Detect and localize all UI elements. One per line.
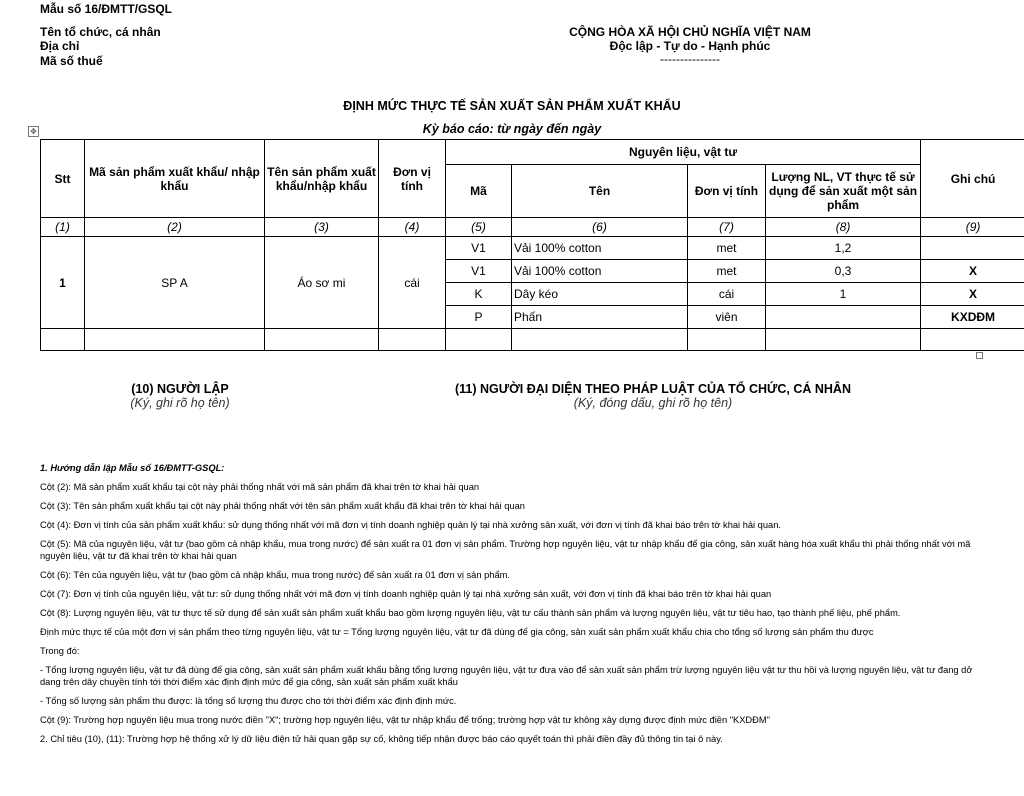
- material-unit: met: [688, 237, 766, 260]
- material-qty: 1: [766, 283, 921, 306]
- material-unit: cái: [688, 283, 766, 306]
- material-code: P: [446, 306, 512, 329]
- col-number: (7): [688, 218, 766, 237]
- col-number: (6): [512, 218, 688, 237]
- material-note: X: [921, 283, 1024, 306]
- note-bullet2: - Tổng số lượng sản phẩm thu được: là tổng số lượng thu được cho tới thời điểm xác định định mức.: [40, 696, 457, 706]
- product-name: Áo sơ mi: [265, 237, 379, 329]
- material-unit: viên: [688, 306, 766, 329]
- material-code: V1: [446, 237, 512, 260]
- note-col5: Cột (5): Mã của nguyên liệu, vật tư (bao gồm cả nhập khẩu, mua trong nước) để sản xuất ra 01 đơn vị sản phẩm. Trường hợp nguyên liệu, vật tư nhập khẩu để gia công, sản xuất hàng hóa xuất khẩu thì phải thống nhất với mã nguyên liệu, vật tư đã khai trên tờ khai hải quan: [40, 539, 971, 561]
- note-col8: Cột (8): Lượng nguyên liệu, vật tư thực tế sử dụng để sản xuất sản phẩm xuất khẩu bao gồm lượng nguyên liệu, vật tư cấu thành sản phẩm và lượng nguyên liệu, vật tư tiêu hao, tạo thành phế liệu, phế phẩm.: [40, 608, 901, 618]
- material-note: [921, 237, 1024, 260]
- product-unit: cái: [379, 237, 446, 329]
- representative-title: (11) NGƯỜI ĐẠI DIỆN THEO PHÁP LUẬT CỦA TỔ CHỨC, CÁ NHÂN: [454, 382, 851, 396]
- header-materials: Nguyên liệu, vật tư: [446, 140, 921, 165]
- product-stt: 1: [41, 237, 85, 329]
- note-col2: Cột (2): Mã sản phẩm xuất khẩu tại cột này phải thống nhất với mã sản phẩm đã khai trên tờ khai hải quan: [40, 482, 480, 492]
- material-unit: met: [688, 260, 766, 283]
- instructions: [40, 462, 990, 752]
- col-number: (9): [921, 218, 1024, 237]
- col-number: (8): [766, 218, 921, 237]
- header-stt: Stt: [41, 140, 85, 218]
- header-mat-code: Mã: [446, 165, 512, 218]
- note-col6: Cột (6): Tên của nguyên liệu, vật tư (bao gồm cả nhập khẩu, mua trong nước) để sản xuất ra 01 đơn vị sản phẩm.: [40, 570, 510, 580]
- org-name-label: Tên tổ chức, cá nhân: [40, 24, 161, 39]
- col-number: (4): [379, 218, 446, 237]
- national-motto: Độc lập - Tự do - Hạnh phúc: [609, 39, 771, 53]
- table-resize-handle[interactable]: [976, 352, 983, 359]
- col-number: (2): [85, 218, 265, 237]
- note-where: Trong đó:: [40, 646, 80, 656]
- preparer-title: (10) NGƯỜI LẬP: [131, 382, 229, 396]
- material-name: Vải 100% cotton: [512, 260, 688, 283]
- col-number: (5): [446, 218, 512, 237]
- note-col3: Cột (3): Tên sản phẩm xuất khẩu tại cột này phải thống nhất với tên sản phẩm xuất khẩu đã khai trên tờ khai hải quan: [40, 501, 525, 511]
- republic-name: CỘNG HÒA XÃ HỘI CHỦ NGHĨA VIỆT NAM: [569, 25, 811, 39]
- document-title: ĐỊNH MỨC THỰC TẾ SẢN XUẤT SẢN PHẨM XUẤT KHẨU: [343, 99, 681, 113]
- tax-code-label: Mã số thuế: [40, 53, 103, 68]
- material-qty: 1,2: [766, 237, 921, 260]
- material-name: Phấn: [512, 306, 688, 329]
- note-col9: Cột (9): Trường hợp nguyên liệu mua trong nước điền "X"; trường hợp nguyên liệu, vật tư nhập khẩu để trống; trường hợp vật tư không xây dựng được định mức điền "KXDĐM": [40, 715, 770, 725]
- org-header: [40, 2, 172, 68]
- motto-divider: ---------------: [660, 52, 720, 66]
- header-product-name: Tên sản phẩm xuất khẩu/nhập khẩu: [265, 140, 379, 218]
- material-note: X: [921, 260, 1024, 283]
- header-note: Ghi chú: [921, 140, 1024, 218]
- note-col4: Cột (4): Đơn vị tính của sản phẩm xuất khẩu: sử dụng thống nhất với mã đơn vị tính doanh nghiệp quản lý tại nhà xưởng sản xuất, với đơn vị tính đã khai báo trên tờ khai hải quan.: [40, 520, 781, 530]
- material-code: K: [446, 283, 512, 306]
- header-product-code: Mã sản phẩm xuất khẩu/ nhập khẩu: [85, 140, 265, 218]
- note-col7: Cột (7): Đơn vị tính của nguyên liệu, vật tư: sử dụng thống nhất với mã đơn vị tính doanh nghiệp quản lý tại nhà xưởng sản xuất, với đơn vị tính đã khai báo trên tờ khai hải quan: [40, 589, 772, 599]
- col-number: (3): [265, 218, 379, 237]
- header-row-1: [41, 140, 1024, 165]
- empty-row: [41, 329, 1024, 351]
- representative-subtitle: (Ký, đóng dấu, ghi rõ họ tên): [573, 396, 733, 410]
- header-unit: Đơn vị tính: [379, 140, 446, 218]
- report-period: Kỳ báo cáo: từ ngày đến ngày: [422, 122, 602, 136]
- norms-table: [40, 139, 1024, 351]
- national-header: [520, 25, 860, 65]
- preparer-signature: [95, 382, 265, 410]
- material-qty: [766, 306, 921, 329]
- header-mat-qty: Lượng NL, VT thực tế sử dụng để sản xuất một sản phẩm: [766, 165, 921, 218]
- form-number: Mẫu số 16/ĐMTT/GSQL: [40, 2, 173, 16]
- table-row: [41, 237, 1024, 260]
- table-move-handle-icon[interactable]: ✥: [28, 126, 39, 137]
- material-code: V1: [446, 260, 512, 283]
- note-item2: 2. Chỉ tiêu (10), (11): Trường hợp hệ thống xử lý dữ liệu điện tử hải quan gặp sự cố, không tiếp nhận được báo cáo quyết toán thì phải điền đầy đủ thông tin tại ô này.: [40, 734, 723, 744]
- header-mat-name: Tên: [512, 165, 688, 218]
- preparer-subtitle: (Ký, ghi rõ họ tên): [130, 396, 230, 410]
- note-bullet1: - Tổng lượng nguyên liệu, vật tư đã dùng để gia công, sản xuất sản phẩm xuất khẩu bằng tổng lượng nguyên liệu, vật tư đưa vào để sản xuất sản phẩm trừ lượng nguyên liệu vật tư thu hồi và lượng nguyên liệu, vật tư đang dở dang trên dây chuyền tính tới thời điểm xác định định mức để gia công, sản xuất sản phẩm xuất khẩu: [40, 665, 973, 687]
- header-mat-unit: Đơn vị tính: [688, 165, 766, 218]
- col-number: (1): [41, 218, 85, 237]
- address-label: Địa chỉ: [40, 39, 80, 53]
- representative-signature: [420, 382, 886, 410]
- material-name: Dây kéo: [512, 283, 688, 306]
- material-qty: 0,3: [766, 260, 921, 283]
- note-formula: Định mức thực tế của một đơn vị sản phẩm theo từng nguyên liệu, vật tư = Tổng lượng nguyên liệu, vật tư đã dùng để gia công, sản xuất sản phẩm xuất khẩu chia cho tổng số lượng sản phẩm thu được: [40, 627, 874, 637]
- instructions-heading: 1. Hướng dẫn lập Mẫu số 16/ĐMTT-GSQL:: [40, 463, 225, 473]
- product-code: SP A: [85, 237, 265, 329]
- column-number-row: [41, 218, 1024, 237]
- material-name: Vải 100% cotton: [512, 237, 688, 260]
- material-note: KXDĐM: [921, 306, 1024, 329]
